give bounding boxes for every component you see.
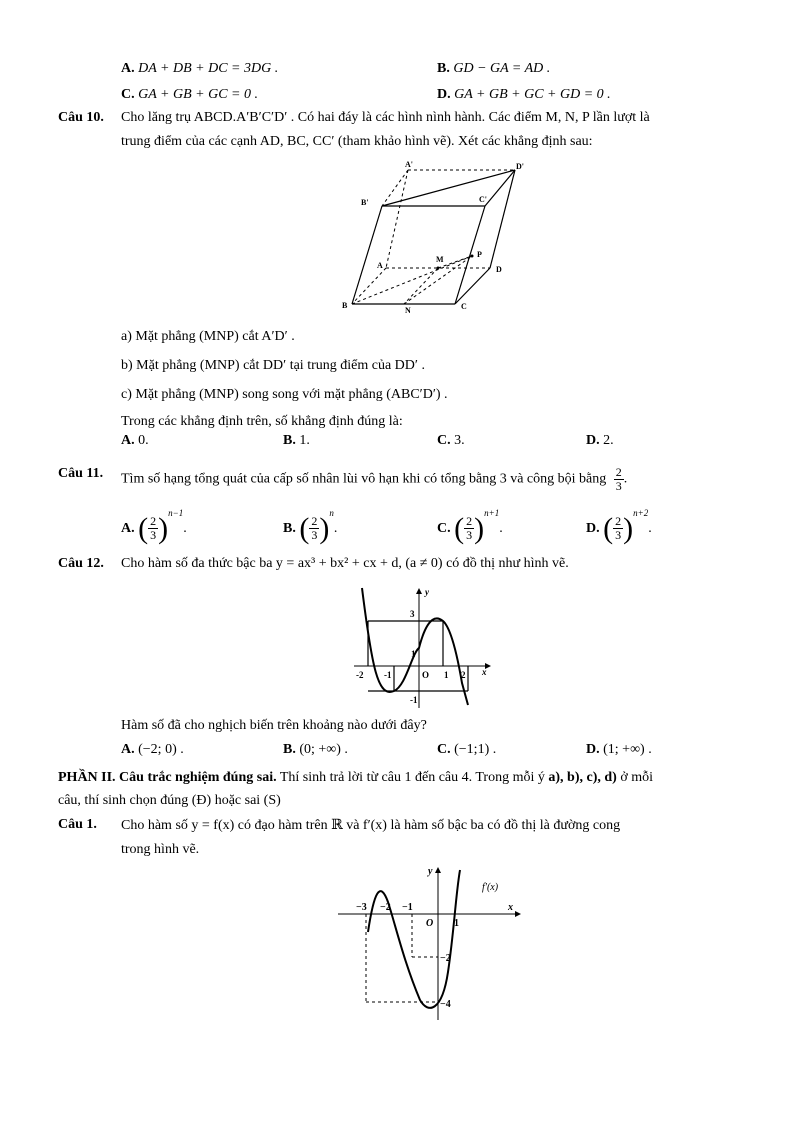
q12-option-d [586, 742, 652, 758]
label-minus-two-y: −2 [440, 953, 451, 964]
option-letter: C. [437, 521, 451, 536]
option-fraction [309, 515, 319, 542]
q10-option-c [437, 433, 465, 449]
p2q1-text-line2: trong hình vẽ. [121, 842, 200, 857]
fraction-numerator: 2 [311, 514, 318, 529]
label-two-x: 2 [461, 670, 466, 680]
q12-option-b [283, 742, 348, 758]
label-one-x: 1 [444, 670, 449, 680]
label-c-prime: C' [479, 195, 487, 204]
option-text: 3. [454, 433, 465, 448]
label-minus-two: -2 [356, 670, 364, 680]
label-minus-one-y: -1 [410, 695, 418, 705]
label-minus-two: −2 [380, 902, 391, 913]
q11-text: Tìm số hạng tổng quát của cấp số nhân lùi vô hạn khi có tổng bằng 3 và công bội bằng $\frac{2}{3}$ . [121, 465, 628, 493]
option-letter: B. [283, 742, 296, 757]
label-a: A [377, 261, 383, 270]
part2-instruction: Thí sinh trả lời từ câu 1 đến câu 4. Trong mỗi ý [276, 770, 549, 785]
label-p: P [477, 250, 482, 259]
option-letter: B. [283, 521, 296, 536]
option-letter: C. [121, 87, 135, 102]
q12-question: Hàm số đã cho nghịch biến trên khoảng nào dưới đây? [121, 718, 427, 733]
label-y: y [425, 587, 429, 597]
q10-statement-a: a) Mặt phẳng (MNP) cắt A′D′ . [121, 329, 295, 344]
fraction-numerator: 2 [615, 514, 622, 529]
option-letter: B. [283, 433, 296, 448]
option-letter: C. [437, 742, 451, 757]
part2-title: PHẦN II. Câu trắc nghiệm đúng sai. [58, 770, 277, 785]
label-b-prime: B' [361, 198, 369, 207]
q10-question: Trong các khẳng định trên, số khẳng định đúng là: [121, 414, 403, 429]
option-letter: C. [437, 433, 451, 448]
option-letter: A. [121, 61, 135, 76]
label-n: N [405, 306, 411, 315]
q10-option-d [586, 433, 614, 449]
option-letter: D. [586, 521, 600, 536]
label-fprime: f′(x) [482, 882, 499, 893]
label-x: x [508, 902, 513, 913]
q10-text-line1: Cho lăng trụ ABCD.A′B′C′D′ . Có hai đáy là các hình nình hành. Các điểm M, N, P lần lượt là [121, 110, 650, 125]
q9-option-c [121, 87, 258, 103]
option-exponent: n+2 [633, 508, 649, 518]
q10-option-a [121, 433, 149, 449]
label-b: B [342, 301, 348, 310]
q10-option-b [283, 433, 310, 449]
option-letter: A. [121, 433, 135, 448]
option-exponent: n−1 [168, 508, 184, 518]
option-fraction [148, 515, 158, 542]
q9-option-d [437, 87, 611, 103]
prism-figure [330, 158, 540, 316]
q11-option-d: D. ( $\frac{2}{3}$ )$^{n+2}$. [586, 508, 652, 545]
point-m [437, 267, 440, 270]
label-one: 1 [454, 918, 459, 929]
option-text: 1. [299, 433, 310, 448]
option-fraction [613, 515, 623, 542]
fraction-denominator: 3 [311, 528, 318, 543]
label-y: y [428, 866, 433, 877]
part2-items: a), b), c), d) [548, 770, 617, 785]
option-text: GA + GB + GC = 0 . [138, 87, 258, 102]
fraction-numerator: 2 [615, 465, 622, 479]
cubic-graph [350, 583, 500, 713]
derivative-curve [368, 870, 460, 1008]
q12-text: Cho hàm số đa thức bậc ba y = ax³ + bx² + cx + d, (a ≠ 0) có đồ thị như hình vẽ. [121, 556, 569, 571]
label-origin: O [422, 670, 430, 680]
q10-statement-c: c) Mặt phẳng (MNP) song song với mặt phẳng (ABC′D′) . [121, 387, 448, 402]
label-minus-one: -1 [384, 670, 392, 680]
option-text: (−2; 0) . [138, 742, 184, 757]
q10-text-line2: trung điểm của các cạnh AD, BC, CC′ (tham khảo hình vẽ). Xét các khẳng định sau: [121, 134, 593, 149]
option-letter: A. [121, 521, 135, 536]
p2q1-text-line1: Cho hàm số y = f(x) có đạo hàm trên ℝ và f′(x) là hàm số bậc ba có đồ thị là đường cong [121, 818, 621, 833]
q11-ratio-fraction [614, 466, 624, 493]
label-a-prime: A' [405, 160, 413, 169]
part2-instruction-end: ở mỗi [616, 770, 653, 785]
fraction-denominator: 3 [150, 528, 157, 543]
label-x: x [482, 667, 487, 677]
label-minus-three: −3 [356, 902, 367, 913]
option-text: (0; +∞) . [299, 742, 348, 757]
q11-option-b: B. ( $\frac{2}{3}$ )$^n$. [283, 508, 338, 545]
q12-option-a [121, 742, 184, 758]
q10-label: Câu 10. [58, 110, 104, 125]
q12-option-c [437, 742, 496, 758]
part2-heading [58, 770, 653, 786]
q11-option-a: A. ( $\frac{2}{3}$ )$^{n-1}$. [121, 508, 187, 545]
fraction-denominator: 3 [466, 528, 473, 543]
option-text: GA + GB + GC + GD = 0 . [454, 87, 611, 102]
fraction-denominator: 3 [615, 479, 622, 493]
fraction-numerator: 2 [466, 514, 473, 529]
label-d-prime: D' [516, 162, 524, 171]
option-letter: D. [437, 87, 451, 102]
label-three: 3 [410, 609, 415, 619]
label-m: M [436, 255, 444, 264]
option-text: (−1;1) . [454, 742, 497, 757]
label-minus-one: −1 [402, 902, 413, 913]
option-exponent: n+1 [484, 508, 500, 518]
q11-statement: Tìm số hạng tổng quát của cấp số nhân lùi vô hạn khi có tổng bằng 3 và công bội bằng [121, 471, 607, 487]
option-exponent: n [329, 508, 334, 518]
option-text: DA + DB + DC = 3DG . [138, 61, 279, 76]
q11-label: Câu 11. [58, 466, 104, 481]
option-text: 0. [138, 433, 149, 448]
label-one: 1 [411, 649, 416, 659]
label-d: D [496, 265, 502, 274]
p2q1-label: Câu 1. [58, 817, 97, 832]
option-fraction [464, 515, 474, 542]
option-letter: D. [586, 742, 600, 757]
cubic-curve [362, 588, 468, 705]
label-c: C [461, 302, 467, 311]
fraction-numerator: 2 [150, 514, 157, 529]
option-letter: D. [586, 433, 600, 448]
option-text: (1; +∞) . [603, 742, 652, 757]
fraction-denominator: 3 [615, 528, 622, 543]
q11-option-c: C. ( $\frac{2}{3}$ )$^{n+1}$. [437, 508, 503, 545]
q9-option-b [437, 61, 550, 77]
option-letter: A. [121, 742, 135, 757]
q12-label: Câu 12. [58, 556, 104, 571]
option-text: 2. [603, 433, 614, 448]
point-p [471, 255, 474, 258]
option-letter: B. [437, 61, 450, 76]
q10-statement-b: b) Mặt phẳng (MNP) cắt DD′ tại trung điểm của DD′ . [121, 358, 425, 373]
label-minus-four-y: −4 [440, 999, 451, 1010]
q9-option-a [121, 61, 278, 77]
option-text: GD − GA = AD . [453, 61, 551, 76]
part2-line2: câu, thí sinh chọn đúng (Đ) hoặc sai (S) [58, 793, 281, 808]
label-origin: O [426, 918, 434, 929]
derivative-graph [330, 862, 530, 1022]
